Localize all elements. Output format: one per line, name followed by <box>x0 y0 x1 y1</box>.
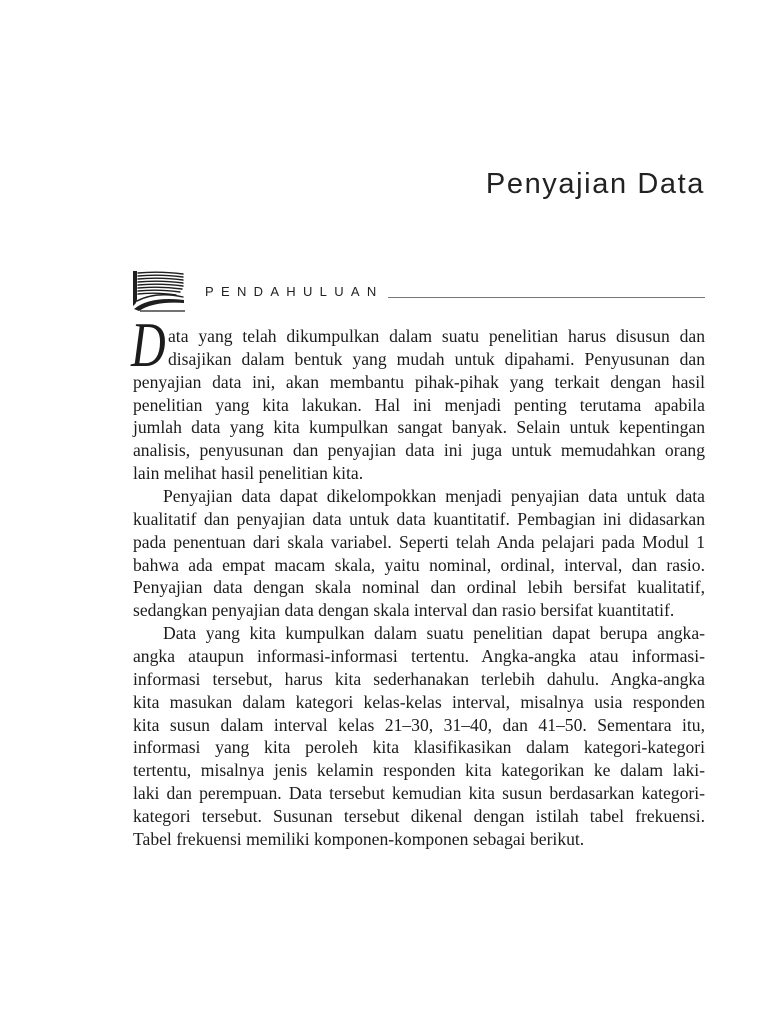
text-line: bahwa ada empat macam skala, yaitu nominal, ordinal, interval, dan rasio. <box>133 554 705 575</box>
text-line: lain melihat hasil penelitian kita. <box>133 463 364 484</box>
section-heading: PENDAHULUAN <box>205 284 384 299</box>
text-line: jumlah data yang kita kumpulkan sangat banyak. Selain untuk kepentingan <box>133 417 705 438</box>
text-line: ata yang telah dikumpulkan dalam suatu penelitian harus disusun dan <box>168 326 705 346</box>
text-line: laki dan perempuan. Data tersebut kemudian kita susun berdasarkan kategori- <box>133 783 705 804</box>
body-text <box>133 325 705 851</box>
text-line: informasi tersebut, harus kita sederhanakan terlebih dahulu. Angka-angka <box>133 668 705 689</box>
book-pages-icon <box>132 270 186 312</box>
text-line: Penyajian data dengan skala nominal dan ordinal lebih bersifat kualitatif, <box>133 577 705 598</box>
text-line: sedangkan penyajian data dengan skala interval dan rasio bersifat kuantitatif. <box>133 600 675 621</box>
paragraph-3 <box>133 622 705 851</box>
text-line: informasi yang kita peroleh kita klasifikasikan dalam kategori-kategori <box>133 737 705 758</box>
text-line: kualitatif dan penyajian data untuk data kuantitatif. Pembagian ini didasarkan <box>133 508 705 529</box>
text-line: kita masukan dalam kategori kelas-kelas interval, misalnya usia responden <box>133 691 705 712</box>
text-line: Data yang kita kumpulkan dalam suatu penelitian dapat berupa angka- <box>163 623 705 644</box>
text-line: angka ataupun informasi-informasi tertentu. Angka-angka atau informasi- <box>133 646 705 667</box>
text-line: penelitian yang kita lakukan. Hal ini menjadi penting terutama apabila <box>133 394 705 415</box>
text-line: kategori tersebut. Susunan tersebut dikenal dengan istilah tabel frekuensi. <box>133 806 705 827</box>
text-line: Penyajian data dapat dikelompokkan menjadi penyajian data untuk data <box>163 486 705 507</box>
text-line: kita susun dalam interval kelas 21–30, 31–40, dan 41–50. Sementara itu, <box>133 714 705 735</box>
paragraph-2 <box>133 485 705 622</box>
section-divider <box>388 297 705 298</box>
text-line: pada penentuan dari skala variabel. Seperti telah Anda pelajari pada Modul 1 <box>133 531 705 552</box>
paragraph-1 <box>133 325 705 485</box>
text-line: analisis, penyusunan dan penyajian data ini juga untuk memudahkan orang <box>133 440 705 461</box>
text-line: Tabel frekuensi memiliki komponen-komponen sebagai berikut. <box>133 828 585 849</box>
chapter-title: Penyajian Data <box>485 168 705 200</box>
text-line: tertentu, misalnya jenis kelamin responden kita kategorikan ke dalam laki- <box>133 760 705 781</box>
text-line: disajikan dalam bentuk yang mudah untuk dipahami. Penyusunan dan <box>168 348 705 369</box>
drop-cap: D <box>131 309 166 380</box>
text-line: penyajian data ini, akan membantu pihak-pihak yang terkait dengan hasil <box>133 371 705 392</box>
